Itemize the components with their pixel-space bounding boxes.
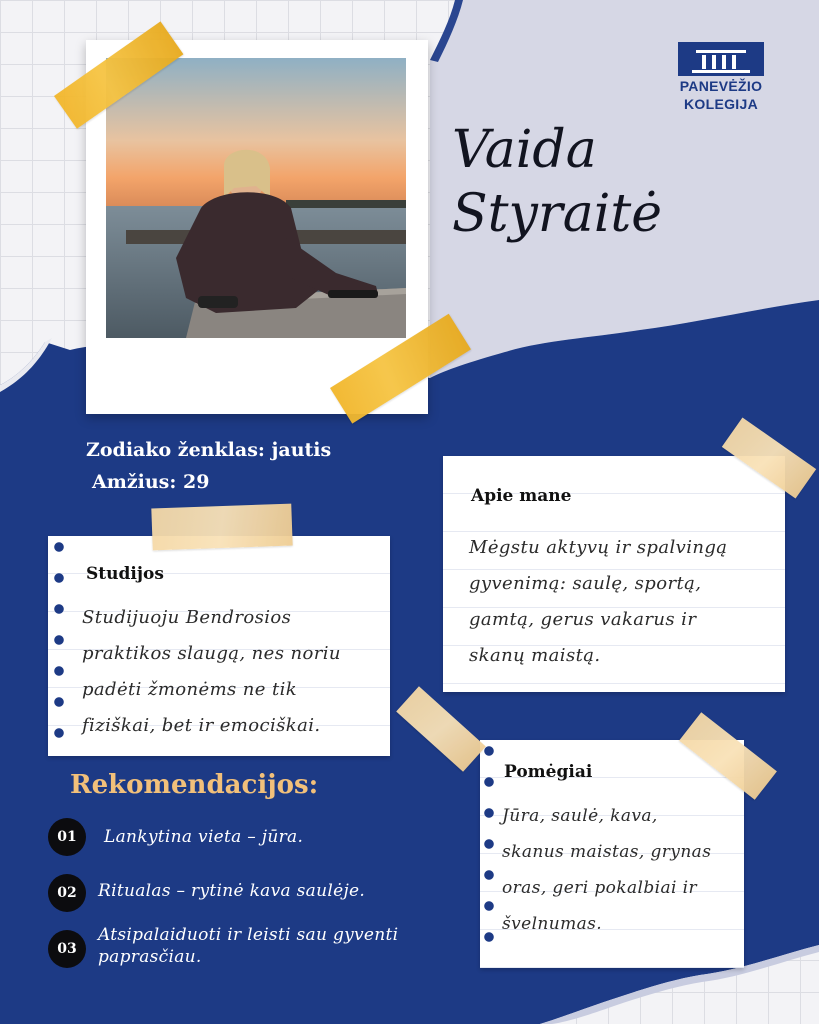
profile-photo (106, 58, 406, 338)
pomegiai-line: Jūra, saulė, kava, (502, 806, 658, 826)
rec-item-text: Ritualas – rytinė kava saulėje. (98, 881, 366, 901)
first-name: Vaida (452, 120, 597, 180)
age-line: Amžius: 29 (92, 471, 210, 493)
pomegiai-line: švelnumas. (502, 914, 603, 934)
apie-line: gamtą, gerus vakarus ir (469, 609, 697, 630)
rec-item-line: paprasčiau. (98, 947, 202, 967)
apie-note (443, 456, 785, 692)
columns-building-icon (678, 42, 764, 76)
pomegiai-title: Pomėgiai (504, 762, 593, 782)
last-name: Styraitė (452, 184, 663, 244)
pomegiai-line: skanus maistas, grynas (502, 842, 712, 862)
studijos-line: Studijuoju Bendrosios (82, 607, 292, 628)
pomegiai-line: oras, geri pokalbiai ir (502, 878, 697, 898)
kolegija-logo (676, 42, 766, 112)
logo-line-1: PANEVĖŽIO (679, 78, 763, 94)
apie-text (469, 530, 727, 674)
rec-number-badge: 02 (48, 874, 86, 912)
notebook-holes (484, 746, 494, 962)
studijos-tape (151, 504, 292, 551)
studijos-title: Studijos (86, 564, 164, 584)
person-name (452, 118, 662, 246)
logo-line-2: KOLEGIJA (684, 96, 758, 112)
pomegiai-text (502, 798, 711, 942)
studijos-text (82, 600, 341, 744)
rec-item-line: Atsipalaiduoti ir leisti sau gyventi (98, 925, 399, 945)
pomegiai-note (480, 740, 744, 968)
apie-line: skanų maistą. (469, 645, 601, 666)
studijos-line: padėti žmonėms ne tik (82, 679, 298, 700)
rec-number-badge: 01 (48, 818, 86, 856)
apie-line: gyvenimą: saulę, sportą, (469, 573, 702, 594)
rec-number-badge: 03 (48, 930, 86, 968)
apie-title: Apie mane (471, 486, 572, 506)
studijos-note (48, 536, 390, 756)
studijos-line: praktikos slaugą, nes noriu (82, 643, 341, 664)
rec-item-text: Lankytina vieta – jūra. (104, 827, 304, 847)
rec-item-text (98, 924, 398, 968)
notebook-holes (54, 542, 64, 750)
recommendations-title: Rekomendacijos: (70, 770, 319, 800)
apie-line: Mėgstu aktyvų ir spalvingą (469, 537, 728, 558)
studijos-line: fiziškai, bet ir emociškai. (82, 715, 321, 736)
zodiac-line: Zodiako ženklas: jautis (86, 439, 332, 461)
